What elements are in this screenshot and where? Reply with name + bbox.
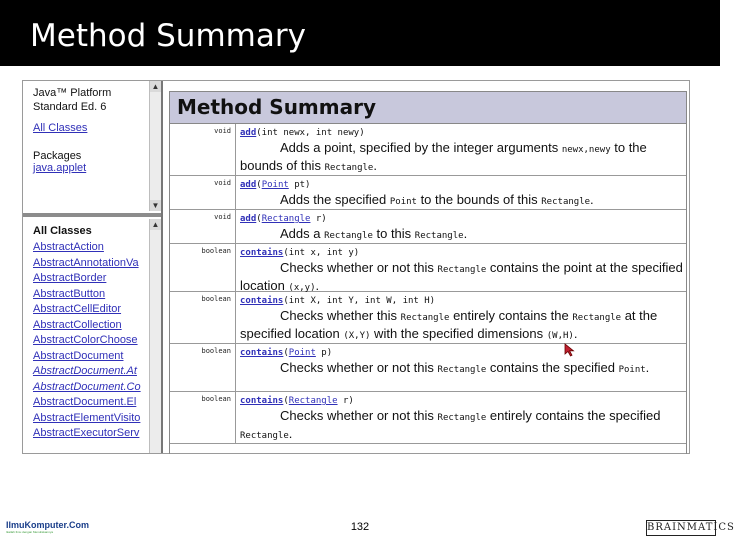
return-type: boolean <box>170 344 236 391</box>
description-text: . <box>373 158 377 173</box>
param-type-link[interactable]: Point <box>288 348 316 358</box>
method-name-link[interactable]: contains <box>240 348 284 358</box>
class-link[interactable]: AbstractDocument.At <box>33 365 137 377</box>
signature-text: p) <box>315 348 333 358</box>
method-description <box>240 140 683 176</box>
method-cell <box>236 124 686 175</box>
code-text: Rectangle <box>414 231 464 241</box>
method-summary-heading: Method Summary <box>170 92 686 124</box>
code-text: (X,Y) <box>343 331 371 341</box>
frame-divider[interactable] <box>23 213 161 217</box>
description-text: to this <box>372 226 415 241</box>
javadoc-main-frame <box>169 91 687 454</box>
code-text: (x,y) <box>288 283 316 293</box>
class-link[interactable]: AbstractCellEditor <box>33 303 122 315</box>
code-text: newx,newy <box>561 145 611 155</box>
signature-text: ( <box>256 180 262 190</box>
return-type: boolean <box>170 392 236 443</box>
slide-title: Method Summary <box>30 18 306 54</box>
title-bar <box>0 0 720 66</box>
method-description <box>240 260 683 296</box>
javadoc-left-frame <box>23 81 163 453</box>
method-signature <box>240 212 683 226</box>
class-link[interactable]: AbstractElementVisito <box>33 411 141 424</box>
ilmukomputer-logo-text: IlmuKomputer.Com <box>6 520 90 530</box>
signature-text: r) <box>337 396 354 406</box>
description-text: Adds a <box>280 226 325 241</box>
code-text: Point <box>618 365 646 375</box>
javadoc-screenshot <box>22 80 690 454</box>
method-summary-table <box>170 124 686 444</box>
signature-text: (int X, int Y, int W, int H) <box>283 296 436 306</box>
method-cell <box>236 244 686 291</box>
method-signature <box>240 346 683 360</box>
method-cell <box>236 292 686 343</box>
description-text: with the specified dimensions <box>370 326 547 341</box>
mouse-cursor-icon <box>564 343 576 357</box>
code-text: (W,H) <box>546 331 574 341</box>
description-text: to the bounds of this <box>240 140 647 173</box>
description-text: Checks whether or not this <box>280 360 438 375</box>
description-text: Checks whether this <box>280 308 401 323</box>
return-type: boolean <box>170 292 236 343</box>
class-link[interactable]: AbstractAction <box>33 241 104 253</box>
class-link[interactable]: AbstractAnnotationVa <box>33 256 139 269</box>
method-name-link[interactable]: add <box>240 180 257 190</box>
return-type: void <box>170 210 236 243</box>
ilmukomputer-logo <box>6 520 90 538</box>
return-type: boolean <box>170 244 236 291</box>
description-text: contains the point at the specified location <box>240 260 683 293</box>
table-row <box>170 210 686 244</box>
class-list <box>33 240 148 442</box>
scroll-up-arrow-icon[interactable]: ▲ <box>151 82 160 91</box>
param-type-link[interactable]: Rectangle <box>261 214 311 224</box>
method-name-link[interactable]: add <box>240 214 257 224</box>
description-text: . <box>315 278 320 293</box>
class-link[interactable]: AbstractBorder <box>33 272 107 284</box>
description-text: entirely contains the specified <box>486 408 661 423</box>
table-row <box>170 244 686 292</box>
signature-text: pt) <box>288 180 311 190</box>
signature-text: ( <box>283 348 289 358</box>
code-text: Rectangle <box>437 265 487 275</box>
classes-scrollbar[interactable] <box>149 219 161 453</box>
param-type-link[interactable]: Rectangle <box>288 396 338 406</box>
signature-text: r) <box>310 214 327 224</box>
method-name-link[interactable]: contains <box>240 248 284 258</box>
method-description <box>240 360 683 378</box>
code-text: Rectangle <box>400 313 450 323</box>
scroll-up-arrow-icon[interactable]: ▲ <box>151 220 160 229</box>
packages-scrollbar[interactable] <box>149 81 161 211</box>
ilmukomputer-tagline: Ikatlah Ilmu dengan Menuliskannya <box>6 530 54 534</box>
return-type: void <box>170 124 236 175</box>
method-cell <box>236 392 686 443</box>
code-text: Rectangle <box>572 313 622 323</box>
method-signature <box>240 178 683 192</box>
class-link[interactable]: AbstractDocument.Co <box>33 380 141 393</box>
return-type: void <box>170 176 236 209</box>
param-type-link[interactable]: Point <box>261 180 289 190</box>
method-name-link[interactable]: contains <box>240 396 284 406</box>
description-text: Checks whether or not this <box>280 408 438 423</box>
code-text: Rectangle <box>437 413 487 423</box>
package-link-java-applet[interactable]: java.applet <box>33 162 87 174</box>
packages-frame <box>23 81 148 211</box>
description-text: . <box>463 226 468 241</box>
description-text: . <box>590 192 594 207</box>
description-text: Adds the specified <box>280 192 390 207</box>
table-row <box>170 344 686 392</box>
description-text: contains the specified <box>486 360 619 375</box>
method-signature <box>240 126 683 140</box>
signature-text: ( <box>283 396 289 406</box>
platform-title-line2: Standard Ed. 6 <box>33 101 107 113</box>
method-signature <box>240 294 683 308</box>
code-text: Rectangle <box>541 197 591 207</box>
class-link[interactable]: AbstractCollection <box>33 318 122 331</box>
description-text: Adds a point, specified by the integer arguments <box>280 140 562 155</box>
code-text: Rectangle <box>240 431 289 441</box>
code-text: Rectangle <box>437 365 487 375</box>
description-text: to the bounds of this <box>416 192 542 207</box>
method-cell <box>236 210 686 243</box>
signature-text: ( <box>256 214 262 224</box>
method-description <box>240 408 683 444</box>
description-text: entirely contains the <box>449 308 573 323</box>
description-text: . <box>573 326 578 341</box>
method-cell <box>236 344 686 391</box>
classes-frame <box>23 219 148 453</box>
signature-text: (int x, int y) <box>283 248 360 258</box>
classes-heading: All Classes <box>33 225 92 237</box>
table-row <box>170 176 686 210</box>
code-text: Rectangle <box>324 231 373 241</box>
class-link[interactable]: AbstractDocument <box>33 349 124 362</box>
table-row <box>170 124 686 176</box>
class-link[interactable]: AbstractDocument.El <box>33 396 137 408</box>
brainmatics-logo: BRAINMATICS <box>646 520 716 536</box>
signature-text: (int newx, int newy) <box>256 128 365 138</box>
method-description <box>240 226 683 244</box>
method-description <box>240 308 683 344</box>
method-signature <box>240 394 683 408</box>
description-text: Checks whether or not this <box>280 260 438 275</box>
description-text: . <box>288 426 293 441</box>
code-text: Point <box>389 197 417 207</box>
class-link[interactable]: AbstractColorChoose <box>33 334 138 346</box>
class-link[interactable]: AbstractButton <box>33 287 106 300</box>
method-name-link[interactable]: add <box>240 128 257 138</box>
method-signature <box>240 246 683 260</box>
platform-title-line1: Java™ Platform <box>33 87 112 99</box>
packages-heading: Packages <box>33 150 82 162</box>
table-row <box>170 292 686 344</box>
scroll-down-arrow-icon[interactable]: ▼ <box>151 201 160 210</box>
table-row <box>170 392 686 444</box>
method-description <box>240 192 683 210</box>
method-name-link[interactable]: contains <box>240 296 284 306</box>
code-text: Rectangle <box>324 163 374 173</box>
description-text: . <box>645 360 650 375</box>
page-number: 132 <box>350 521 370 533</box>
class-link[interactable]: AbstractExecutorServ <box>33 427 140 439</box>
all-classes-link[interactable]: All Classes <box>33 122 88 134</box>
description-text: at the specified location <box>240 308 658 341</box>
method-cell <box>236 176 686 209</box>
